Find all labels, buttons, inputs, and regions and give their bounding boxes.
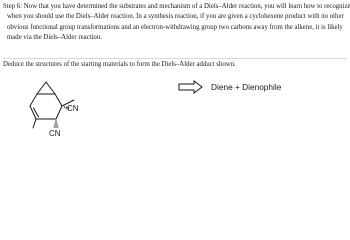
result-label: Diene + Dienophile [211,82,282,92]
cn-label-right: CN [67,104,79,113]
diels-alder-adduct-structure [0,74,120,138]
cn-label-bottom: CN [49,129,61,138]
hashed-wedge-bottom [54,121,59,127]
retrosynthesis-arrow-icon [178,80,204,94]
instruction-text: Deduce the structures of the starting materials to form the Diels–Alder adduct shown. [3,61,236,68]
divider [3,58,347,59]
step-6-text: Step 6: Now that you have determined the substrates and mechanism of a Diels–Alder reaction, you will learn how to recognize when you should use the Diels–Alder reaction. In a synthesis reaction, if you are given a cyclohexene product with no other obvious functional group transformations and an electron-withdrawing group two carbons away from the alkene, it is likely made via the Diels–Alder reaction. [3,3,350,42]
